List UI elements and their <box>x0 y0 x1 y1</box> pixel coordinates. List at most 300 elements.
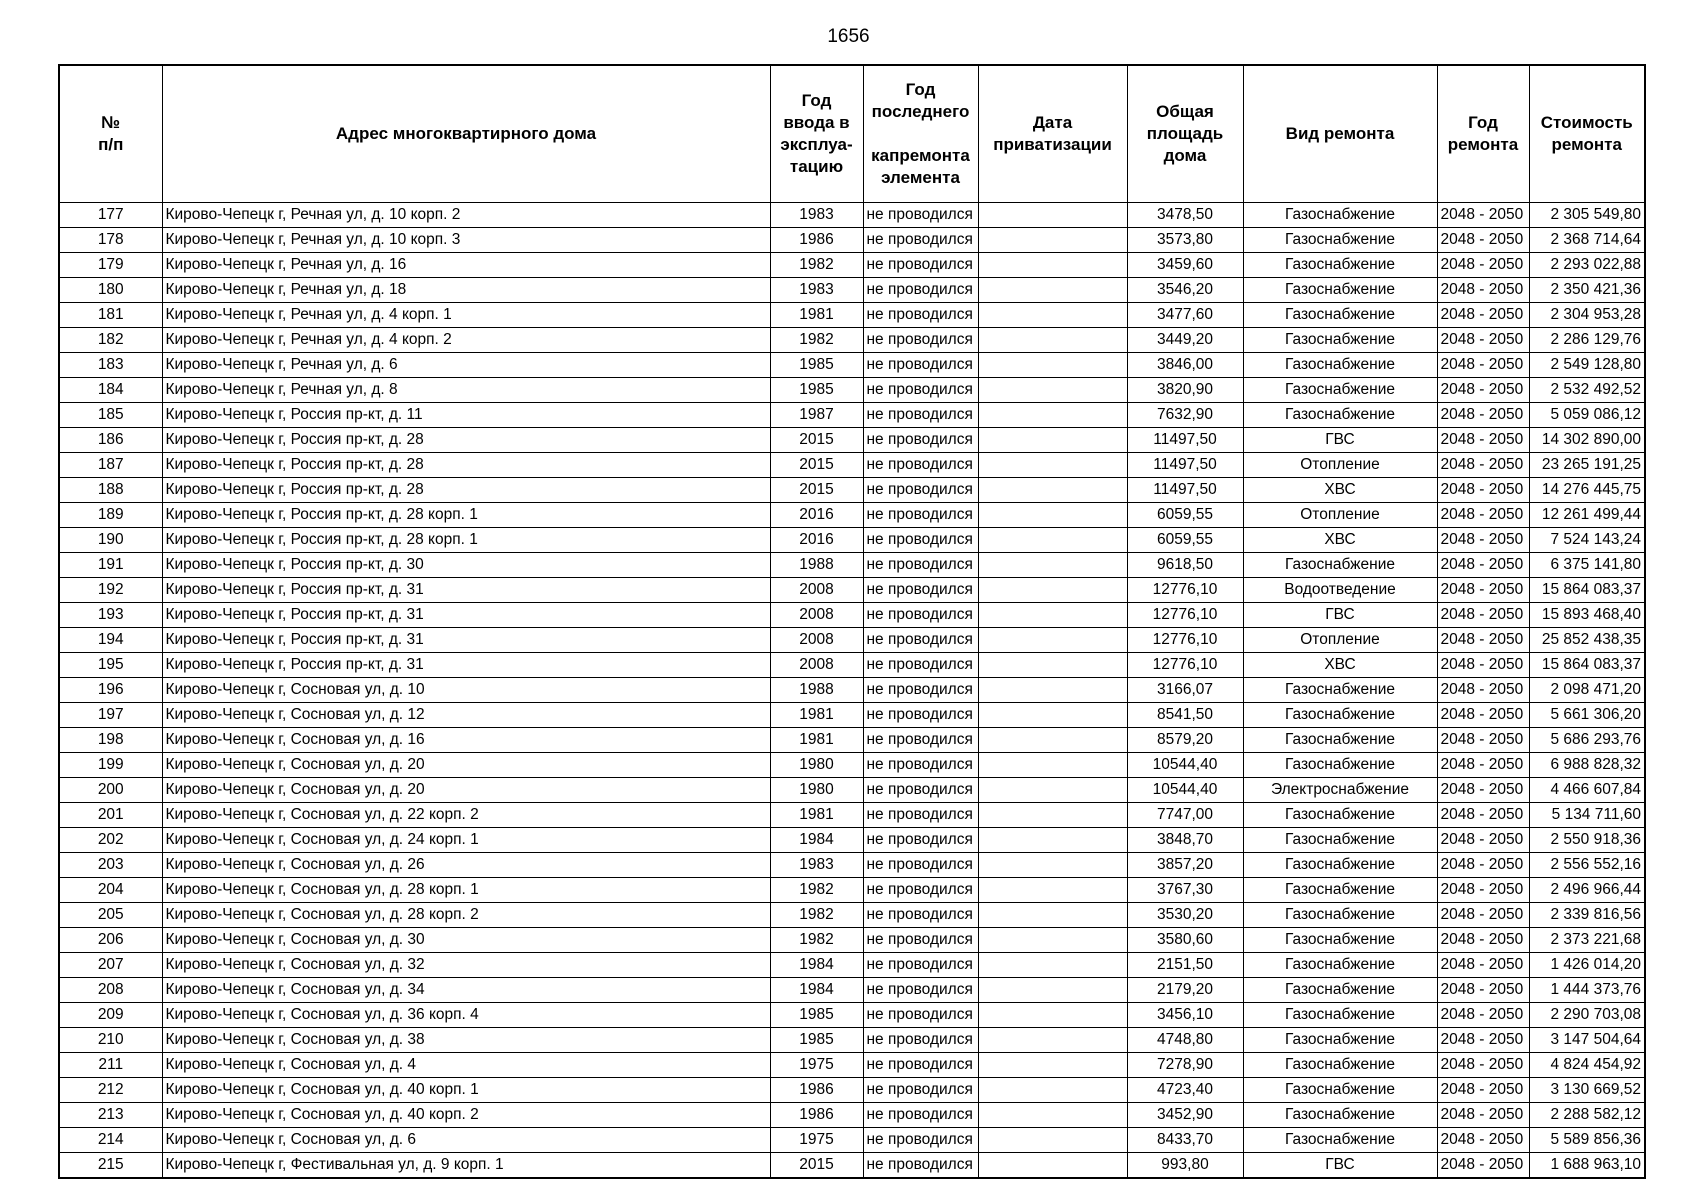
row-cost: 12 261 499,44 <box>1529 502 1645 527</box>
row-privatization <box>978 1052 1127 1077</box>
row-repair-period: 2048 - 2050 <box>1437 502 1529 527</box>
row-cost: 2 339 816,56 <box>1529 902 1645 927</box>
table-row <box>59 577 1645 602</box>
row-last-repair: не проводился <box>863 502 978 527</box>
row-num: 183 <box>59 352 162 377</box>
row-year-built: 2008 <box>770 652 863 677</box>
table-row <box>59 202 1645 227</box>
row-last-repair: не проводился <box>863 977 978 1002</box>
row-num: 194 <box>59 627 162 652</box>
row-repair-type: Газоснабжение <box>1243 227 1437 252</box>
row-num: 181 <box>59 302 162 327</box>
row-address: Кирово-Чепецк г, Россия пр-кт, д. 28 корп. 1 <box>162 527 770 552</box>
row-cost: 2 350 421,36 <box>1529 277 1645 302</box>
row-repair-type: Газоснабжение <box>1243 952 1437 977</box>
row-repair-period: 2048 - 2050 <box>1437 377 1529 402</box>
row-repair-period: 2048 - 2050 <box>1437 752 1529 777</box>
row-year-built: 2008 <box>770 627 863 652</box>
header-last-repair: Год последнего капремонта элемента <box>863 65 978 202</box>
row-repair-type: Газоснабжение <box>1243 1027 1437 1052</box>
row-num: 179 <box>59 252 162 277</box>
row-cost: 3 147 504,64 <box>1529 1027 1645 1052</box>
table-row <box>59 1152 1645 1178</box>
row-repair-period: 2048 - 2050 <box>1437 402 1529 427</box>
row-year-built: 2016 <box>770 502 863 527</box>
row-address: Кирово-Чепецк г, Россия пр-кт, д. 30 <box>162 552 770 577</box>
row-last-repair: не проводился <box>863 1127 978 1152</box>
table-row <box>59 877 1645 902</box>
row-repair-type: Газоснабжение <box>1243 202 1437 227</box>
row-repair-period: 2048 - 2050 <box>1437 577 1529 602</box>
row-last-repair: не проводился <box>863 677 978 702</box>
row-cost: 23 265 191,25 <box>1529 452 1645 477</box>
table-row <box>59 452 1645 477</box>
row-year-built: 1982 <box>770 902 863 927</box>
row-num: 201 <box>59 802 162 827</box>
row-repair-period: 2048 - 2050 <box>1437 527 1529 552</box>
row-cost: 4 466 607,84 <box>1529 777 1645 802</box>
row-year-built: 1980 <box>770 752 863 777</box>
row-area: 6059,55 <box>1127 502 1243 527</box>
row-privatization <box>978 452 1127 477</box>
row-repair-period: 2048 - 2050 <box>1437 1102 1529 1127</box>
row-repair-period: 2048 - 2050 <box>1437 1052 1529 1077</box>
repair-registry-table <box>58 64 1646 1179</box>
row-repair-type: ХВС <box>1243 477 1437 502</box>
row-privatization <box>978 852 1127 877</box>
row-privatization <box>978 927 1127 952</box>
row-last-repair: не проводился <box>863 777 978 802</box>
row-repair-period: 2048 - 2050 <box>1437 552 1529 577</box>
row-repair-type: Электроснабжение <box>1243 777 1437 802</box>
row-repair-period: 2048 - 2050 <box>1437 977 1529 1002</box>
row-address: Кирово-Чепецк г, Сосновая ул, д. 20 <box>162 777 770 802</box>
table-row <box>59 327 1645 352</box>
row-last-repair: не проводился <box>863 427 978 452</box>
row-address: Кирово-Чепецк г, Сосновая ул, д. 10 <box>162 677 770 702</box>
row-year-built: 1986 <box>770 1077 863 1102</box>
table-row <box>59 977 1645 1002</box>
row-privatization <box>978 727 1127 752</box>
row-cost: 5 661 306,20 <box>1529 702 1645 727</box>
row-privatization <box>978 702 1127 727</box>
row-address: Кирово-Чепецк г, Россия пр-кт, д. 28 корп. 1 <box>162 502 770 527</box>
table-row <box>59 852 1645 877</box>
row-last-repair: не проводился <box>863 1027 978 1052</box>
row-year-built: 1985 <box>770 377 863 402</box>
table-row <box>59 652 1645 677</box>
row-privatization <box>978 677 1127 702</box>
row-cost: 2 373 221,68 <box>1529 927 1645 952</box>
row-year-built: 1982 <box>770 252 863 277</box>
row-area: 10544,40 <box>1127 752 1243 777</box>
table-row <box>59 277 1645 302</box>
row-last-repair: не проводился <box>863 1077 978 1102</box>
row-num: 192 <box>59 577 162 602</box>
row-address: Кирово-Чепецк г, Сосновая ул, д. 6 <box>162 1127 770 1152</box>
row-address: Кирово-Чепецк г, Сосновая ул, д. 30 <box>162 927 770 952</box>
row-year-built: 1986 <box>770 1102 863 1127</box>
table-row <box>59 1102 1645 1127</box>
row-privatization <box>978 752 1127 777</box>
row-address: Кирово-Чепецк г, Фестивальная ул, д. 9 корп. 1 <box>162 1152 770 1178</box>
row-repair-period: 2048 - 2050 <box>1437 652 1529 677</box>
row-num: 184 <box>59 377 162 402</box>
row-repair-period: 2048 - 2050 <box>1437 1002 1529 1027</box>
row-year-built: 1983 <box>770 852 863 877</box>
row-area: 4748,80 <box>1127 1027 1243 1052</box>
row-num: 198 <box>59 727 162 752</box>
row-repair-period: 2048 - 2050 <box>1437 702 1529 727</box>
row-repair-period: 2048 - 2050 <box>1437 452 1529 477</box>
row-area: 3449,20 <box>1127 327 1243 352</box>
row-repair-type: Газоснабжение <box>1243 752 1437 777</box>
row-year-built: 1987 <box>770 402 863 427</box>
row-last-repair: не проводился <box>863 377 978 402</box>
header-cost: Стоимость ремонта <box>1529 65 1645 202</box>
row-repair-type: Газоснабжение <box>1243 327 1437 352</box>
table-row <box>59 477 1645 502</box>
row-cost: 25 852 438,35 <box>1529 627 1645 652</box>
row-address: Кирово-Чепецк г, Сосновая ул, д. 24 корп. 1 <box>162 827 770 852</box>
table-row <box>59 602 1645 627</box>
row-area: 3478,50 <box>1127 202 1243 227</box>
row-repair-type: Газоснабжение <box>1243 927 1437 952</box>
row-repair-period: 2048 - 2050 <box>1437 302 1529 327</box>
row-cost: 2 293 022,88 <box>1529 252 1645 277</box>
table-row <box>59 552 1645 577</box>
row-num: 211 <box>59 1052 162 1077</box>
row-privatization <box>978 877 1127 902</box>
row-repair-type: Газоснабжение <box>1243 902 1437 927</box>
row-address: Кирово-Чепецк г, Россия пр-кт, д. 28 <box>162 452 770 477</box>
row-year-built: 1984 <box>770 827 863 852</box>
row-year-built: 1983 <box>770 277 863 302</box>
row-repair-period: 2048 - 2050 <box>1437 777 1529 802</box>
row-num: 204 <box>59 877 162 902</box>
row-year-built: 1982 <box>770 327 863 352</box>
row-last-repair: не проводился <box>863 1152 978 1178</box>
row-num: 208 <box>59 977 162 1002</box>
row-area: 3767,30 <box>1127 877 1243 902</box>
row-repair-period: 2048 - 2050 <box>1437 802 1529 827</box>
row-last-repair: не проводился <box>863 552 978 577</box>
row-area: 12776,10 <box>1127 652 1243 677</box>
row-privatization <box>978 902 1127 927</box>
row-address: Кирово-Чепецк г, Сосновая ул, д. 36 корп. 4 <box>162 1002 770 1027</box>
row-repair-type: Газоснабжение <box>1243 677 1437 702</box>
row-address: Кирово-Чепецк г, Речная ул, д. 8 <box>162 377 770 402</box>
table-row <box>59 1052 1645 1077</box>
row-repair-period: 2048 - 2050 <box>1437 827 1529 852</box>
row-repair-type: Газоснабжение <box>1243 727 1437 752</box>
row-last-repair: не проводился <box>863 527 978 552</box>
row-privatization <box>978 652 1127 677</box>
row-address: Кирово-Чепецк г, Россия пр-кт, д. 31 <box>162 652 770 677</box>
row-privatization <box>978 377 1127 402</box>
row-address: Кирово-Чепецк г, Сосновая ул, д. 4 <box>162 1052 770 1077</box>
row-privatization <box>978 1077 1127 1102</box>
row-area: 3477,60 <box>1127 302 1243 327</box>
row-num: 196 <box>59 677 162 702</box>
row-last-repair: не проводился <box>863 302 978 327</box>
row-last-repair: не проводился <box>863 327 978 352</box>
row-area: 8433,70 <box>1127 1127 1243 1152</box>
row-cost: 1 688 963,10 <box>1529 1152 1645 1178</box>
page-number: 1656 <box>827 26 870 47</box>
table-row <box>59 302 1645 327</box>
row-year-built: 2008 <box>770 602 863 627</box>
row-num: 180 <box>59 277 162 302</box>
row-last-repair: не проводился <box>863 627 978 652</box>
row-privatization <box>978 1127 1127 1152</box>
row-year-built: 1981 <box>770 727 863 752</box>
row-year-built: 1985 <box>770 352 863 377</box>
table-header-row <box>59 65 1645 202</box>
row-address: Кирово-Чепецк г, Речная ул, д. 4 корп. 2 <box>162 327 770 352</box>
row-repair-period: 2048 - 2050 <box>1437 902 1529 927</box>
row-repair-period: 2048 - 2050 <box>1437 927 1529 952</box>
row-area: 3820,90 <box>1127 377 1243 402</box>
row-num: 203 <box>59 852 162 877</box>
row-num: 186 <box>59 427 162 452</box>
row-privatization <box>978 502 1127 527</box>
row-repair-type: Отопление <box>1243 502 1437 527</box>
row-repair-period: 2048 - 2050 <box>1437 202 1529 227</box>
row-last-repair: не проводился <box>863 1052 978 1077</box>
row-repair-type: Газоснабжение <box>1243 377 1437 402</box>
row-cost: 1 444 373,76 <box>1529 977 1645 1002</box>
row-num: 212 <box>59 1077 162 1102</box>
row-area: 7278,90 <box>1127 1052 1243 1077</box>
row-area: 3848,70 <box>1127 827 1243 852</box>
row-num: 188 <box>59 477 162 502</box>
row-privatization <box>978 777 1127 802</box>
row-repair-type: Газоснабжение <box>1243 552 1437 577</box>
row-area: 4723,40 <box>1127 1077 1243 1102</box>
row-last-repair: не проводился <box>863 802 978 827</box>
row-repair-period: 2048 - 2050 <box>1437 227 1529 252</box>
row-repair-type: Водоотведение <box>1243 577 1437 602</box>
row-privatization <box>978 552 1127 577</box>
table-row <box>59 1027 1645 1052</box>
row-area: 3546,20 <box>1127 277 1243 302</box>
row-cost: 2 496 966,44 <box>1529 877 1645 902</box>
row-repair-period: 2048 - 2050 <box>1437 1127 1529 1152</box>
row-privatization <box>978 527 1127 552</box>
row-num: 190 <box>59 527 162 552</box>
row-num: 206 <box>59 927 162 952</box>
row-area: 2151,50 <box>1127 952 1243 977</box>
row-area: 3530,20 <box>1127 902 1243 927</box>
row-repair-period: 2048 - 2050 <box>1437 327 1529 352</box>
row-cost: 1 426 014,20 <box>1529 952 1645 977</box>
row-repair-type: ГВС <box>1243 427 1437 452</box>
row-repair-type: Газоснабжение <box>1243 1127 1437 1152</box>
row-year-built: 2015 <box>770 477 863 502</box>
row-year-built: 1981 <box>770 702 863 727</box>
row-num: 210 <box>59 1027 162 1052</box>
row-cost: 2 368 714,64 <box>1529 227 1645 252</box>
table-row <box>59 527 1645 552</box>
row-area: 8579,20 <box>1127 727 1243 752</box>
row-privatization <box>978 1152 1127 1178</box>
table-row <box>59 377 1645 402</box>
row-repair-type: Отопление <box>1243 452 1437 477</box>
row-area: 3573,80 <box>1127 227 1243 252</box>
table-row <box>59 727 1645 752</box>
row-year-built: 1980 <box>770 777 863 802</box>
row-address: Кирово-Чепецк г, Сосновая ул, д. 12 <box>162 702 770 727</box>
row-year-built: 1982 <box>770 877 863 902</box>
table-body <box>59 202 1645 1178</box>
row-privatization <box>978 577 1127 602</box>
row-last-repair: не проводился <box>863 252 978 277</box>
row-last-repair: не проводился <box>863 752 978 777</box>
row-address: Кирово-Чепецк г, Речная ул, д. 18 <box>162 277 770 302</box>
row-last-repair: не проводился <box>863 577 978 602</box>
row-repair-period: 2048 - 2050 <box>1437 1027 1529 1052</box>
header-address: Адрес многоквартирного дома <box>162 65 770 202</box>
table-row <box>59 777 1645 802</box>
row-address: Кирово-Чепецк г, Речная ул, д. 10 корп. 2 <box>162 202 770 227</box>
table-row <box>59 627 1645 652</box>
row-last-repair: не проводился <box>863 477 978 502</box>
row-repair-period: 2048 - 2050 <box>1437 677 1529 702</box>
row-year-built: 1982 <box>770 927 863 952</box>
row-repair-type: Газоснабжение <box>1243 702 1437 727</box>
row-repair-type: Газоснабжение <box>1243 802 1437 827</box>
row-last-repair: не проводился <box>863 202 978 227</box>
row-num: 213 <box>59 1102 162 1127</box>
row-repair-type: Газоснабжение <box>1243 977 1437 1002</box>
row-cost: 5 134 711,60 <box>1529 802 1645 827</box>
row-repair-type: Газоснабжение <box>1243 402 1437 427</box>
row-privatization <box>978 977 1127 1002</box>
header-area: Общая площадь дома <box>1127 65 1243 202</box>
row-last-repair: не проводился <box>863 902 978 927</box>
table-row <box>59 1077 1645 1102</box>
row-year-built: 1981 <box>770 302 863 327</box>
table-row <box>59 927 1645 952</box>
row-area: 7632,90 <box>1127 402 1243 427</box>
table-row <box>59 402 1645 427</box>
row-num: 205 <box>59 902 162 927</box>
row-repair-period: 2048 - 2050 <box>1437 352 1529 377</box>
row-repair-type: ХВС <box>1243 652 1437 677</box>
row-area: 3452,90 <box>1127 1102 1243 1127</box>
row-address: Кирово-Чепецк г, Россия пр-кт, д. 28 <box>162 427 770 452</box>
row-repair-type: ГВС <box>1243 602 1437 627</box>
row-privatization <box>978 277 1127 302</box>
table-row <box>59 1127 1645 1152</box>
table-row <box>59 427 1645 452</box>
row-last-repair: не проводился <box>863 602 978 627</box>
table-row <box>59 502 1645 527</box>
row-address: Кирово-Чепецк г, Сосновая ул, д. 28 корп. 2 <box>162 902 770 927</box>
row-repair-period: 2048 - 2050 <box>1437 277 1529 302</box>
row-address: Кирово-Чепецк г, Россия пр-кт, д. 31 <box>162 577 770 602</box>
row-area: 6059,55 <box>1127 527 1243 552</box>
row-area: 12776,10 <box>1127 602 1243 627</box>
row-repair-type: ХВС <box>1243 527 1437 552</box>
row-repair-period: 2048 - 2050 <box>1437 252 1529 277</box>
row-area: 10544,40 <box>1127 777 1243 802</box>
header-repair-year: Год ремонта <box>1437 65 1529 202</box>
row-area: 12776,10 <box>1127 627 1243 652</box>
row-num: 191 <box>59 552 162 577</box>
row-area: 11497,50 <box>1127 452 1243 477</box>
table-row <box>59 802 1645 827</box>
row-year-built: 1975 <box>770 1052 863 1077</box>
row-repair-type: Газоснабжение <box>1243 252 1437 277</box>
table-row <box>59 752 1645 777</box>
row-address: Кирово-Чепецк г, Речная ул, д. 16 <box>162 252 770 277</box>
row-year-built: 1988 <box>770 552 863 577</box>
row-cost: 5 059 086,12 <box>1529 402 1645 427</box>
row-area: 3857,20 <box>1127 852 1243 877</box>
row-num: 189 <box>59 502 162 527</box>
row-privatization <box>978 802 1127 827</box>
row-last-repair: не проводился <box>863 727 978 752</box>
row-cost: 2 556 552,16 <box>1529 852 1645 877</box>
table-row <box>59 1002 1645 1027</box>
header-privatization: Дата приватизации <box>978 65 1127 202</box>
row-address: Кирово-Чепецк г, Сосновая ул, д. 28 корп. 1 <box>162 877 770 902</box>
row-repair-type: Газоснабжение <box>1243 1052 1437 1077</box>
row-address: Кирово-Чепецк г, Сосновая ул, д. 32 <box>162 952 770 977</box>
row-cost: 6 375 141,80 <box>1529 552 1645 577</box>
row-last-repair: не проводился <box>863 402 978 427</box>
row-cost: 6 988 828,32 <box>1529 752 1645 777</box>
row-area: 2179,20 <box>1127 977 1243 1002</box>
row-address: Кирово-Чепецк г, Сосновая ул, д. 40 корп. 2 <box>162 1102 770 1127</box>
row-address: Кирово-Чепецк г, Россия пр-кт, д. 11 <box>162 402 770 427</box>
row-privatization <box>978 1002 1127 1027</box>
row-area: 11497,50 <box>1127 427 1243 452</box>
row-last-repair: не проводился <box>863 652 978 677</box>
row-cost: 4 824 454,92 <box>1529 1052 1645 1077</box>
row-address: Кирово-Чепецк г, Сосновая ул, д. 40 корп. 1 <box>162 1077 770 1102</box>
row-last-repair: не проводился <box>863 952 978 977</box>
row-year-built: 1981 <box>770 802 863 827</box>
row-repair-period: 2048 - 2050 <box>1437 427 1529 452</box>
row-cost: 5 589 856,36 <box>1529 1127 1645 1152</box>
row-repair-type: Газоснабжение <box>1243 852 1437 877</box>
row-privatization <box>978 252 1127 277</box>
row-num: 178 <box>59 227 162 252</box>
row-repair-type: Газоснабжение <box>1243 1102 1437 1127</box>
row-address: Кирово-Чепецк г, Россия пр-кт, д. 31 <box>162 602 770 627</box>
table-row <box>59 902 1645 927</box>
row-cost: 14 302 890,00 <box>1529 427 1645 452</box>
row-last-repair: не проводился <box>863 927 978 952</box>
row-privatization <box>978 1027 1127 1052</box>
row-cost: 3 130 669,52 <box>1529 1077 1645 1102</box>
row-privatization <box>978 427 1127 452</box>
row-year-built: 1984 <box>770 952 863 977</box>
row-area: 3456,10 <box>1127 1002 1243 1027</box>
row-address: Кирово-Чепецк г, Сосновая ул, д. 38 <box>162 1027 770 1052</box>
row-repair-period: 2048 - 2050 <box>1437 852 1529 877</box>
row-privatization <box>978 302 1127 327</box>
row-cost: 14 276 445,75 <box>1529 477 1645 502</box>
row-repair-period: 2048 - 2050 <box>1437 1077 1529 1102</box>
row-repair-period: 2048 - 2050 <box>1437 477 1529 502</box>
row-address: Кирово-Чепецк г, Сосновая ул, д. 26 <box>162 852 770 877</box>
row-area: 11497,50 <box>1127 477 1243 502</box>
row-last-repair: не проводился <box>863 227 978 252</box>
